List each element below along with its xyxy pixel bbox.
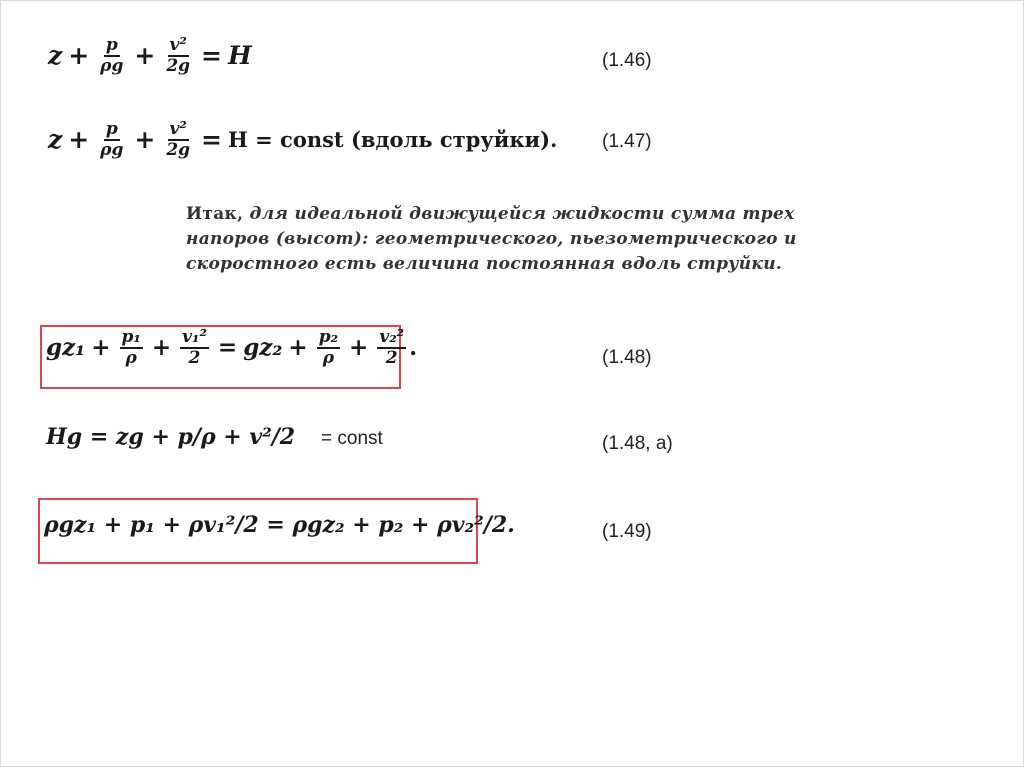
eq146-number: (1.46) xyxy=(602,50,652,71)
equation-1-46: z + $\frac{p}{\rho g}$ + $\frac{\text{v²}}{2g}$ = H xyxy=(48,35,252,76)
eq148-number: (1.48) xyxy=(602,347,652,368)
eq147-frac2: $\frac{\text{v²}}{2g}$ xyxy=(166,119,191,160)
eq149-number: (1.49) xyxy=(602,521,652,542)
eq148-term1: gz₁ xyxy=(46,334,86,362)
eq148a-number: (1.48, a) xyxy=(602,433,673,454)
equation-1-49 xyxy=(44,512,515,538)
equation-1-48a xyxy=(46,424,295,450)
eq148-term2: gz₂ xyxy=(243,334,283,362)
equation-1-47: z + $\frac{p}{\rho g}$ + $\frac{\text{v²}}{2g}$ = H = const (вдоль струйки). xyxy=(48,119,558,160)
eq148-frac1: $\frac{\text{p₁}}{\rho}$ xyxy=(121,327,141,368)
eq146-frac1: $\frac{p}{\rho g}$ xyxy=(100,35,124,76)
paragraph-body: для идеальной движущейся жидкости сумма трех напоров (высот): геометрического, пьезометрического и скоростного есть величина постоянная вдоль струйки. xyxy=(186,204,797,274)
eq146-rhs: H xyxy=(227,41,252,71)
eq146-lhs: z xyxy=(48,41,63,71)
eq147-rhs: H = const (вдоль струйки). xyxy=(227,127,558,153)
eq146-frac2: $\frac{\text{v²}}{2g}$ xyxy=(166,35,191,76)
eq147-number: (1.47) xyxy=(602,131,652,152)
eq147-frac1: $\frac{p}{\rho g}$ xyxy=(100,119,124,160)
paragraph-lead: Итак, xyxy=(186,204,244,224)
eq148a-expr: Hg = zg + p/ρ + v²/2 xyxy=(46,424,296,450)
equation-1-48: gz₁ + $\frac{\text{p₁}}{\rho}$ + $\frac{\text{v₁²}}{2}$ = gz₂ + $\frac{\text{p₂}}{\rho}$ + $\frac{\text{v₂²}}{2}$ . xyxy=(46,327,418,368)
eq148-tail: . xyxy=(409,334,418,362)
eq148a-const-label: = const xyxy=(321,428,383,449)
eq148-frac3: $\frac{\text{p₂}}{\rho}$ xyxy=(318,327,339,368)
paragraph-conclusion xyxy=(186,202,866,277)
eq149-expr: ρgz₁ + p₁ + ρv₁²/2 = ρgz₂ + p₂ + ρv₂²/2. xyxy=(44,512,515,538)
eq148-frac4: $\frac{\text{v₂²}}{2}$ xyxy=(379,327,405,368)
eq148-frac2: $\frac{\text{v₁²}}{2}$ xyxy=(182,327,207,368)
eq147-lhs: z xyxy=(48,125,63,155)
